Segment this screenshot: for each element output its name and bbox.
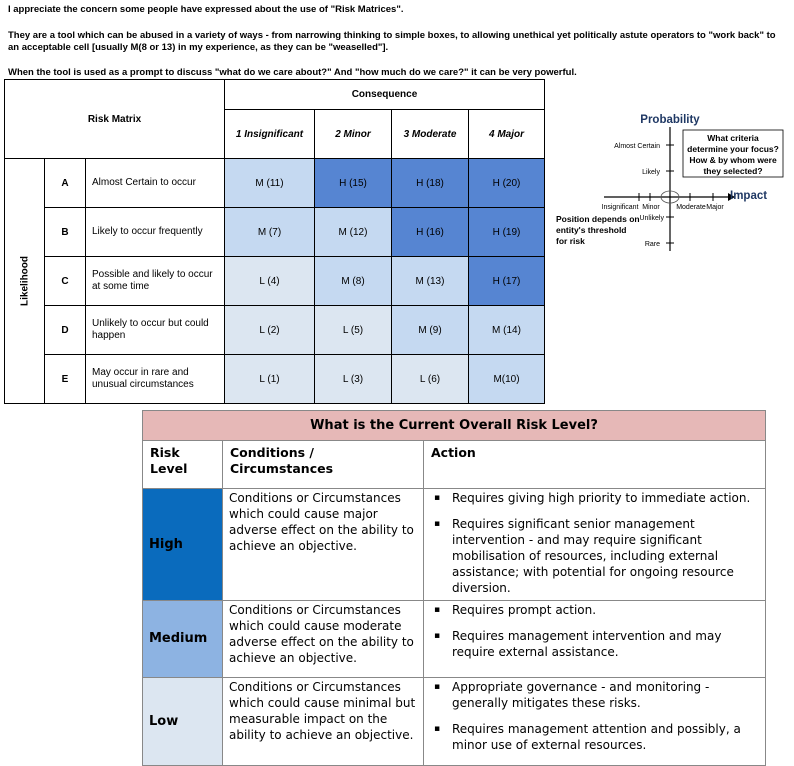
y-tick-almost-certain: Almost Certain — [614, 143, 660, 150]
row-letter: C — [45, 257, 86, 306]
likelihood-header — [5, 159, 45, 404]
risk-level-medium: Medium — [143, 601, 223, 678]
row-letter: D — [45, 306, 86, 355]
overall-risk-title: What is the Current Overall Risk Level? — [143, 411, 766, 441]
header-risk-level: Risk Level — [143, 441, 223, 489]
y-tick-unlikely: Unlikely — [639, 215, 664, 222]
row-description: Almost Certain to occur — [86, 159, 225, 208]
risk-matrix-title: Risk Matrix — [5, 80, 225, 159]
action-item: ▪ Requires management attention and possibly, a minor use of external resources. — [430, 721, 759, 753]
col-header-moderate: 3 Moderate — [392, 110, 469, 159]
matrix-row-d — [5, 306, 545, 355]
matrix-cell: M (7) — [225, 208, 315, 257]
row-description: Likely to occur frequently — [86, 208, 225, 257]
y-tick-likely: Likely — [642, 169, 660, 176]
y-tick-rare: Rare — [644, 241, 660, 248]
risk-row-high — [143, 489, 766, 601]
col-header-insignificant: 1 Insignificant — [225, 110, 315, 159]
probability-impact-diagram — [550, 105, 785, 255]
matrix-cell: M (14) — [469, 306, 545, 355]
action-item: ▪ Appropriate governance - and monitoring - generally mitigates these risks. — [430, 679, 759, 711]
matrix-cell: M(10) — [469, 355, 545, 404]
actions-medium — [424, 601, 766, 678]
risk-matrix-table — [4, 79, 545, 404]
intro-paragraph-3: When the tool is used as a prompt to discuss "what do we care about?" And "how much do we care?" it can be very powerful. — [8, 67, 577, 78]
matrix-row-c — [5, 257, 545, 306]
condition-low: Conditions or Circumstances which could cause minimal but measurable impact on the ability to achieve an objective. — [223, 678, 424, 766]
actions-high — [424, 489, 766, 601]
row-letter: B — [45, 208, 86, 257]
matrix-cell: L (5) — [315, 306, 392, 355]
threshold-note-line: entity's threshold — [556, 225, 627, 235]
matrix-cell: H (18) — [392, 159, 469, 208]
matrix-cell: M (13) — [392, 257, 469, 306]
risk-row-low — [143, 678, 766, 766]
matrix-cell: L (2) — [225, 306, 315, 355]
action-item: ▪ Requires management intervention and may require external assistance. — [430, 628, 759, 660]
matrix-cell: L (4) — [225, 257, 315, 306]
matrix-cell: H (20) — [469, 159, 545, 208]
callout-line: they selected? — [703, 166, 763, 176]
col-header-minor: 2 Minor — [315, 110, 392, 159]
matrix-cell: L (1) — [225, 355, 315, 404]
x-tick-insignificant: Insignificant — [601, 204, 639, 211]
header-action: Action — [424, 441, 766, 489]
row-description: May occur in rare and unusual circumstances — [86, 355, 225, 404]
condition-high: Conditions or Circumstances which could cause major adverse effect on the ability to achieve an objective. — [223, 489, 424, 601]
callout-line: determine your focus? — [687, 144, 779, 154]
matrix-cell: H (16) — [392, 208, 469, 257]
matrix-row-a — [5, 159, 545, 208]
row-description: Unlikely to occur but could happen — [86, 306, 225, 355]
action-item: ▪ Requires giving high priority to immediate action. — [430, 490, 759, 506]
matrix-cell: H (15) — [315, 159, 392, 208]
matrix-cell: M (9) — [392, 306, 469, 355]
matrix-cell: H (17) — [469, 257, 545, 306]
callout-line: What criteria — [707, 133, 759, 143]
matrix-row-e — [5, 355, 545, 404]
action-item: ▪ Requires significant senior management intervention - and may require significant mobilisation of resources, including external assistance; with potential for ongoing resource diversion. — [430, 516, 759, 596]
risk-level-high: High — [143, 489, 223, 601]
likelihood-label: Likelihood — [19, 256, 30, 306]
intro-paragraph-1: I appreciate the concern some people have expressed about the use of "Risk Matrices". — [8, 4, 404, 15]
x-tick-major: Major — [706, 204, 724, 211]
header-conditions: Conditions / Circumstances — [223, 441, 424, 489]
matrix-cell: M (8) — [315, 257, 392, 306]
x-tick-moderate: Moderate — [676, 204, 706, 211]
x-tick-minor: Minor — [642, 204, 660, 211]
matrix-cell: L (6) — [392, 355, 469, 404]
condition-medium: Conditions or Circumstances which could cause moderate adverse effect on the ability to achieve an objective. — [223, 601, 424, 678]
matrix-cell: M (12) — [315, 208, 392, 257]
consequence-header: Consequence — [225, 80, 545, 110]
threshold-note-line: for risk — [556, 236, 585, 246]
actions-low — [424, 678, 766, 766]
row-description: Possible and likely to occur at some time — [86, 257, 225, 306]
risk-level-low: Low — [143, 678, 223, 766]
action-item: ▪ Requires prompt action. — [430, 602, 759, 618]
threshold-note-line: Position depends on — [556, 214, 640, 224]
impact-label: Impact — [730, 190, 768, 202]
row-letter: E — [45, 355, 86, 404]
matrix-cell: M (11) — [225, 159, 315, 208]
callout-line: How & by whom were — [689, 155, 777, 165]
intro-paragraph-2: They are a tool which can be abused in a variety of ways - from narrowing thinking to simple boxes, to allowing unethical yet politically astute operators to "work back" to an acceptable cell [usually M(8 or 13) in my experience, as they can be "weaselled"]. — [8, 30, 776, 53]
risk-row-medium — [143, 601, 766, 678]
matrix-cell: L (3) — [315, 355, 392, 404]
probability-label: Probability — [640, 114, 700, 126]
matrix-row-b — [5, 208, 545, 257]
matrix-cell: H (19) — [469, 208, 545, 257]
row-letter: A — [45, 159, 86, 208]
overall-risk-table — [142, 410, 766, 766]
col-header-major: 4 Major — [469, 110, 545, 159]
